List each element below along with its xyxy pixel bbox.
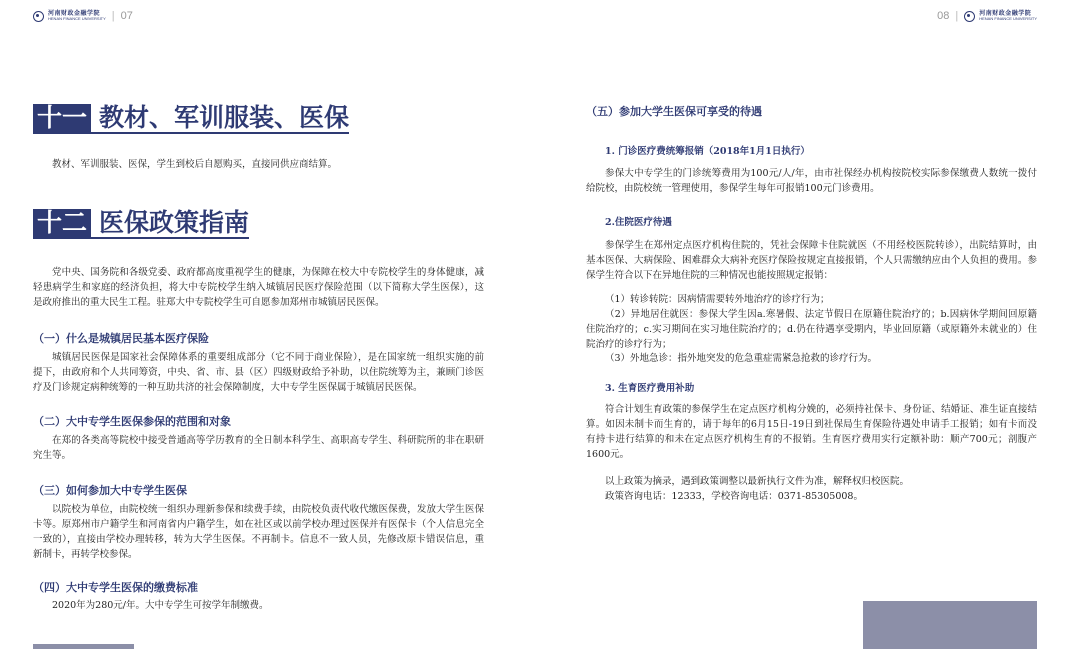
section-11-title: 教材、军训服装、医保 xyxy=(99,103,350,132)
left-page xyxy=(0,0,538,649)
benefit-2-title: 2.住院医疗待遇 xyxy=(605,217,672,228)
school-name: 河南财政金融学院 xyxy=(48,11,101,17)
right-page xyxy=(538,0,1077,649)
school-name-en: HENAN FINANCE UNIVERSITY xyxy=(48,16,106,21)
policy-note: 以上政策为摘录，遇到政策调整以最新执行文件为准，解释权归校医院。 xyxy=(605,476,910,487)
school-seal-icon xyxy=(964,11,975,22)
page-number: 08 xyxy=(937,10,950,22)
section-11-body: 教材、军训服装、医保，学生到校后自愿购买，直接同供应商结算。 xyxy=(52,159,338,170)
benefit-2-item-3: （3）外地急诊：指外地突发的危急重症需紧急抢救的诊疗行为。 xyxy=(605,353,878,364)
school-logo xyxy=(964,11,1037,22)
subsection-1-body: 城镇居民医保是国家社会保障体系的重要组成部分（它不同于商业保险），是在国家统一组织实施的前提下，由政府和个人共同筹资，中央、省、市、县（区）四级财政给予补助，以住院统筹为主，兼顾门诊医疗及门诊规定病种统筹的一种互助共济的社会保障制度，大中专学生医保属于城镇居民医保。 xyxy=(33,352,484,393)
school-name: 河南财政金融学院 xyxy=(979,11,1032,17)
page-number: 07 xyxy=(120,10,133,22)
section-11-number: 十一 xyxy=(33,104,91,132)
header-divider: | xyxy=(111,10,115,22)
right-header xyxy=(937,10,1037,22)
benefit-2-body: 参保学生在郑州定点医疗机构住院的，凭社会保障卡住院就医（不用经校医院转诊），出院结算时，由基本医保、大病保险、困难群众大病补充医疗保险按规定直接报销，个人只需缴纳应由个人负担的费用。参保学生符合以下在异地住院的三种情况也能按照规定报销： xyxy=(586,240,1037,281)
subsection-4-body: 2020年为280元/年。大中专学生可按学年制缴费。 xyxy=(52,600,269,611)
subsection-5-title: （五）参加大学生医保可享受的待遇 xyxy=(586,105,762,118)
left-header xyxy=(33,10,133,22)
subsection-4-title: （四）大中专学生医保的缴费标准 xyxy=(33,581,198,594)
footer-accent-bar xyxy=(33,644,134,649)
benefit-1-title: 1. 门诊医疗费统筹报销（2018年1月1日执行） xyxy=(605,146,810,157)
subsection-3-title: （三）如何参加大中专学生医保 xyxy=(33,484,187,497)
benefit-3-title: 3. 生育医疗费用补助 xyxy=(605,383,695,394)
school-name-en: HENAN FINANCE UNIVERSITY xyxy=(979,16,1037,21)
subsection-1-title: （一）什么是城镇居民基本医疗保险 xyxy=(33,332,209,345)
section-12-intro: 党中央、国务院和各级党委、政府都高度重视学生的健康，为保障在校大中专院校学生的身体健康，减轻患病学生和家庭的经济负担，将大中专院校学生纳入城镇居民医疗保险范围（以下简称大学生医保），这是政府推出的重大民生工程。驻郑大中专院校学生可自愿参加郑州市城镇居民医保。 xyxy=(33,267,484,308)
school-logo xyxy=(33,11,106,22)
subsection-2-body: 在郑的各类高等院校中接受普通高等学历教育的全日制本科学生、高职高专学生、科研院所的非在职研究生等。 xyxy=(33,435,484,461)
subsection-2-title: （二）大中专学生医保参保的范围和对象 xyxy=(33,415,231,428)
section-11-heading xyxy=(33,104,349,134)
benefit-2-item-1: （1）转诊转院：因病情需要转外地治疗的诊疗行为； xyxy=(605,294,830,305)
school-seal-icon xyxy=(33,11,44,22)
section-12-number: 十二 xyxy=(33,209,91,237)
benefit-2-item-2: （2）异地居住就医：参保大学生因a.寒暑假、法定节假日在原籍住院治疗的；b.因病休学期间回原籍住院治疗的；c.实习期间在实习地住院治疗的；d.仍在待遇享受期内，毕业回原籍（或原籍外未就业的）住院治疗的诊疗行为； xyxy=(586,309,1037,350)
header-divider: | xyxy=(955,10,959,22)
contact-phones: 政策咨询电话：12333，学校咨询电话：0371-85305008。 xyxy=(605,491,863,502)
benefit-3-body: 符合计划生育政策的参保学生在定点医疗机构分娩的，必须持社保卡、身份证、结婚证、准生证直接结算。如因未制卡而生育的，请于每年的6月15日-19日到社保局生育保险待遇处申请手工报销；如有卡而没有持卡进行结算的和未在定点医疗机构生育的不报销。生育医疗费用实行定额补助：顺产700元；剖腹产1600元。 xyxy=(586,404,1037,460)
section-12-title: 医保政策指南 xyxy=(99,208,250,237)
footer-accent-block xyxy=(863,601,1037,649)
section-12-heading xyxy=(33,209,249,239)
subsection-3-body: 以院校为单位，由院校统一组织办理新参保和续费手续，由院校负责代收代缴医保费，发放大学生医保卡等。原郑州市户籍学生和河南省内户籍学生，如在社区或以前学校办理过医保并有医保卡（个人信息完全一致的），直接由学校办理转移，转为大学生医保。不再制卡。信息不一致人员，先修改原卡错误信息，重新制卡，再转学校参保。 xyxy=(33,504,484,560)
benefit-1-body: 参保大中专学生的门诊统筹费用为100元/人/年，由市社保经办机构按院校实际参保缴费人数统一拨付给院校，由院校统一管理使用，参保学生每年可报销100元门诊费用。 xyxy=(586,168,1037,194)
